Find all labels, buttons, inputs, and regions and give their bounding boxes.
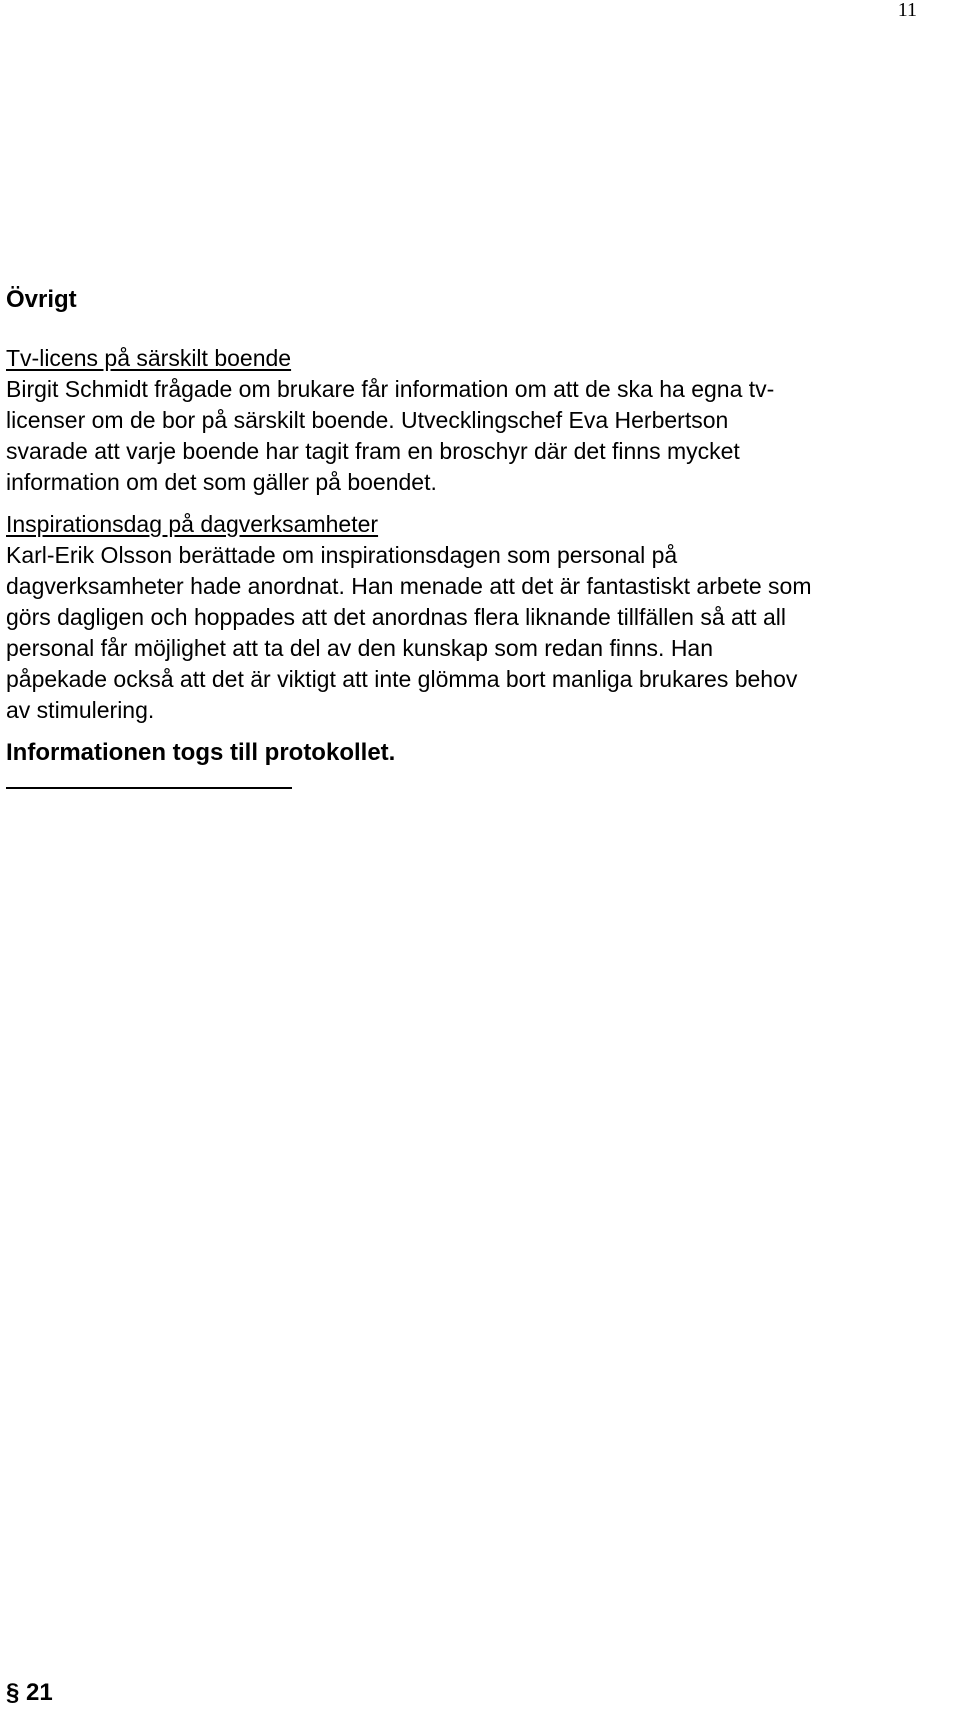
agenda-item-inspirationsdag bbox=[6, 509, 956, 726]
item-title: Tv-licens på särskilt boende bbox=[6, 345, 292, 371]
item-body bbox=[6, 374, 956, 498]
conclusion-statement: Informationen togs till protokollet. bbox=[6, 739, 396, 766]
paragraph-reference: § 21 bbox=[6, 1679, 53, 1706]
separator-line bbox=[6, 787, 292, 789]
item-paragraph: Birgit Schmidt frågade om brukare får information om att de ska ha egna tv- licenser om de bor på särskilt boende. Utvecklingschef Eva Herbertson svarade att varje boende har tagit fram en broschyr där det finns mycket information om det som gäller på boendet. bbox=[6, 376, 775, 495]
item-paragraph: Karl-Erik Olsson berättade om inspirationsdagen som personal på dagverksamheter hade anordnat. Han menade att det är fantastiskt arbete som görs dagligen och hoppades att det anordnas flera liknande tillfällen så att all personal får möjlighet att ta del av den kunskap som redan finns. Han påpekade också att det är viktigt att inte glömma bort manliga brukares behov av stimulering. bbox=[6, 542, 812, 723]
item-body bbox=[6, 540, 956, 726]
document-content bbox=[6, 284, 956, 789]
section-heading: Övrigt bbox=[6, 286, 77, 313]
agenda-item-tv-licens bbox=[6, 343, 956, 498]
page-number: 11 bbox=[897, 0, 917, 21]
item-title: Inspirationsdag på dagverksamheter bbox=[6, 511, 379, 537]
